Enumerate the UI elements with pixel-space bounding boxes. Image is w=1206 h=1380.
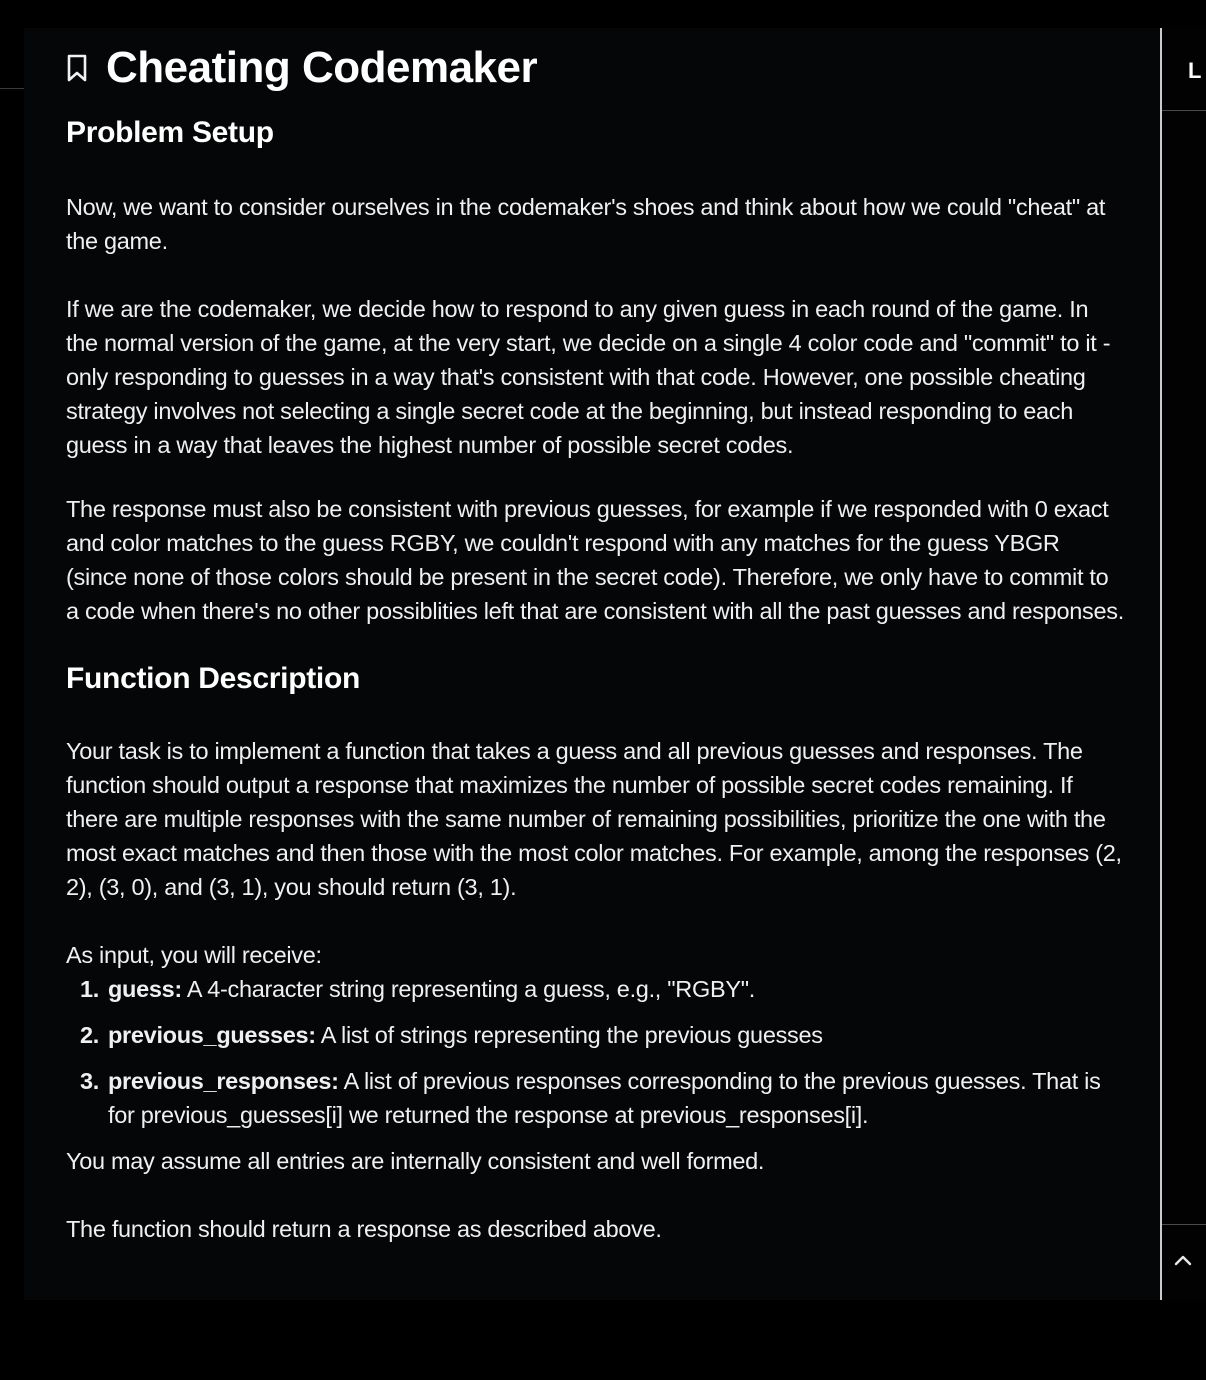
function-description-heading: Function Description [66, 662, 361, 695]
right-panel-label: L [1188, 58, 1202, 83]
page-title: Cheating Codemaker [106, 43, 538, 92]
list-item-text: A list of previous responses corresponding to the previous guesses. That is for previous_guesses[i] we returned the response at previous_responses[i]. [108, 1068, 1101, 1128]
return-note-text: The function should return a response as described above. [66, 1216, 662, 1242]
list-item [66, 972, 1126, 1006]
chevron-up-icon[interactable] [1172, 1252, 1194, 1268]
problem-setup-heading: Problem Setup [66, 116, 274, 149]
list-item [66, 1064, 1126, 1132]
function-description-intro: Your task is to implement a function that takes a guess and all previous guesses and responses. The function should output a response that maximizes the number of possible secret codes remaining. If there are multiple responses with the same number of remaining possibilities, prioritize the one with the most exact matches and then those with the most color matches. For example, among the responses (2, 2), (3, 0), and (3, 1), you should return (3, 1). [66, 738, 1122, 900]
input-label: As input, you will receive: [66, 942, 322, 968]
problem-content [66, 38, 1126, 1246]
list-item-term: guess: [108, 976, 182, 1002]
bookmark-icon[interactable] [66, 54, 88, 82]
list-item-text: A 4-character string representing a guess, e.g., "RGBY". [181, 976, 755, 1002]
left-edge-divider [0, 88, 24, 89]
list-item-text: A list of strings representing the previous guesses [315, 1022, 823, 1048]
right-panel-bottom-divider [1162, 1224, 1206, 1225]
list-item-number: 1. [80, 976, 99, 1002]
problem-description-panel[interactable] [24, 28, 1162, 1300]
list-item-term: previous_responses: [108, 1068, 339, 1094]
title-row [66, 38, 1126, 98]
right-side-panel [1162, 28, 1206, 1300]
assumption-text: You may assume all entries are internally consistent and well formed. [66, 1148, 765, 1174]
right-panel-top-divider [1162, 110, 1206, 111]
list-item-number: 2. [80, 1022, 99, 1048]
problem-setup-paragraph-1: Now, we want to consider ourselves in the codemaker's shoes and think about how we could "cheat" at the game. [66, 194, 1106, 254]
problem-setup-paragraph-3: The response must also be consistent with previous guesses, for example if we responded with 0 exact and color matches to the guess RGBY, we couldn't respond with any matches for the guess YBGR (since none of those colors should be present in the secret code). Therefore, we only have to commit to a code when there's no other possiblities left that are consistent with all the past guesses and responses. [66, 496, 1124, 624]
list-item-term: previous_guesses: [108, 1022, 316, 1048]
list-item [66, 1018, 1126, 1052]
problem-setup-paragraph-2: If we are the codemaker, we decide how to respond to any given guess in each round of the game. In the normal version of the game, at the very start, we decide on a single 4 color code and "commit" to it - only responding to guesses in a way that's consistent with that code. However, one possible cheating strategy involves not selecting a single secret code at the beginning, but instead responding to each guess in a way that leaves the highest number of possible secret codes. [66, 296, 1111, 458]
input-list [66, 972, 1126, 1132]
list-item-number: 3. [80, 1068, 99, 1094]
